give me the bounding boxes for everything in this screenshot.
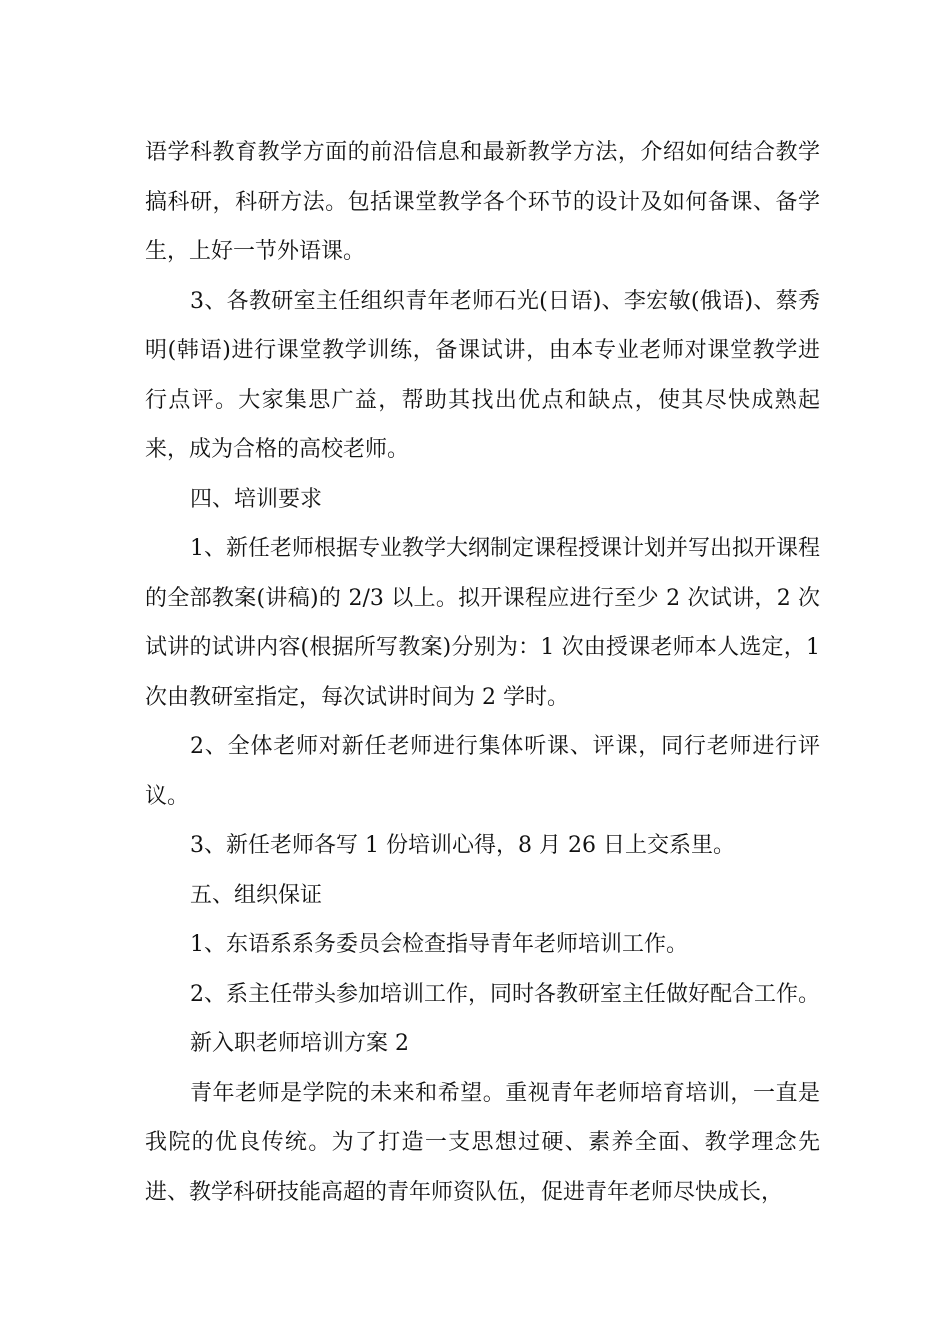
section-heading-organizational-guarantee: 五、组织保证 bbox=[190, 882, 323, 908]
paragraph-requirement-1: 1、新任老师根据专业教学大纲制定课程授课计划并写出拟开课程的全部教案(讲稿)的 2/3 以上。拟开课程应进行至少 2 次试讲，2 次试讲的试讲内容(根据所写教案)分别为：1 次由授课老师本人选定，1 次由教研室指定，每次试讲时间为 2 学时。 bbox=[145, 536, 820, 710]
document-title-plan-2: 新入职老师培训方案 2 bbox=[190, 1031, 409, 1056]
paragraph-requirement-3: 3、新任老师各写 1 份培训心得，8 月 26 日上交系里。 bbox=[190, 833, 735, 858]
section-heading-training-requirements: 四、培训要求 bbox=[190, 486, 323, 512]
document-body bbox=[145, 128, 820, 1217]
paragraph-teaching-practice: 3、各教研室主任组织青年老师石光(日语)、李宏敏(俄语)、蔡秀明(韩语)进行课堂教学训练，备课试讲，由本专业老师对课堂教学进行点评。大家集思广益，帮助其找出优点和缺点，使其尽快成熟起来，成为合格的高校老师。 bbox=[145, 288, 820, 462]
paragraph-requirement-2: 2、全体老师对新任老师进行集体听课、评课，同行老师进行评议。 bbox=[145, 734, 820, 809]
paragraph-guarantee-1: 1、东语系系务委员会检查指导青年老师培训工作。 bbox=[190, 932, 688, 957]
paragraph-guarantee-2: 2、系主任带头参加培训工作，同时各教研室主任做好配合工作。 bbox=[190, 981, 820, 1007]
paragraph-continued-training-content: 语学科教育教学方面的前沿信息和最新教学方法，介绍如何结合教学搞科研，科研方法。包括课堂教学各个环节的设计及如何备课、备学生，上好一节外语课。 bbox=[145, 140, 820, 264]
paragraph-plan-2-intro: 青年老师是学院的未来和希望。重视青年老师培育培训，一直是我院的优良传统。为了打造一支思想过硬、素养全面、教学理念先进、教学科研技能高超的青年师资队伍，促进青年老师尽快成长， bbox=[145, 1080, 820, 1205]
